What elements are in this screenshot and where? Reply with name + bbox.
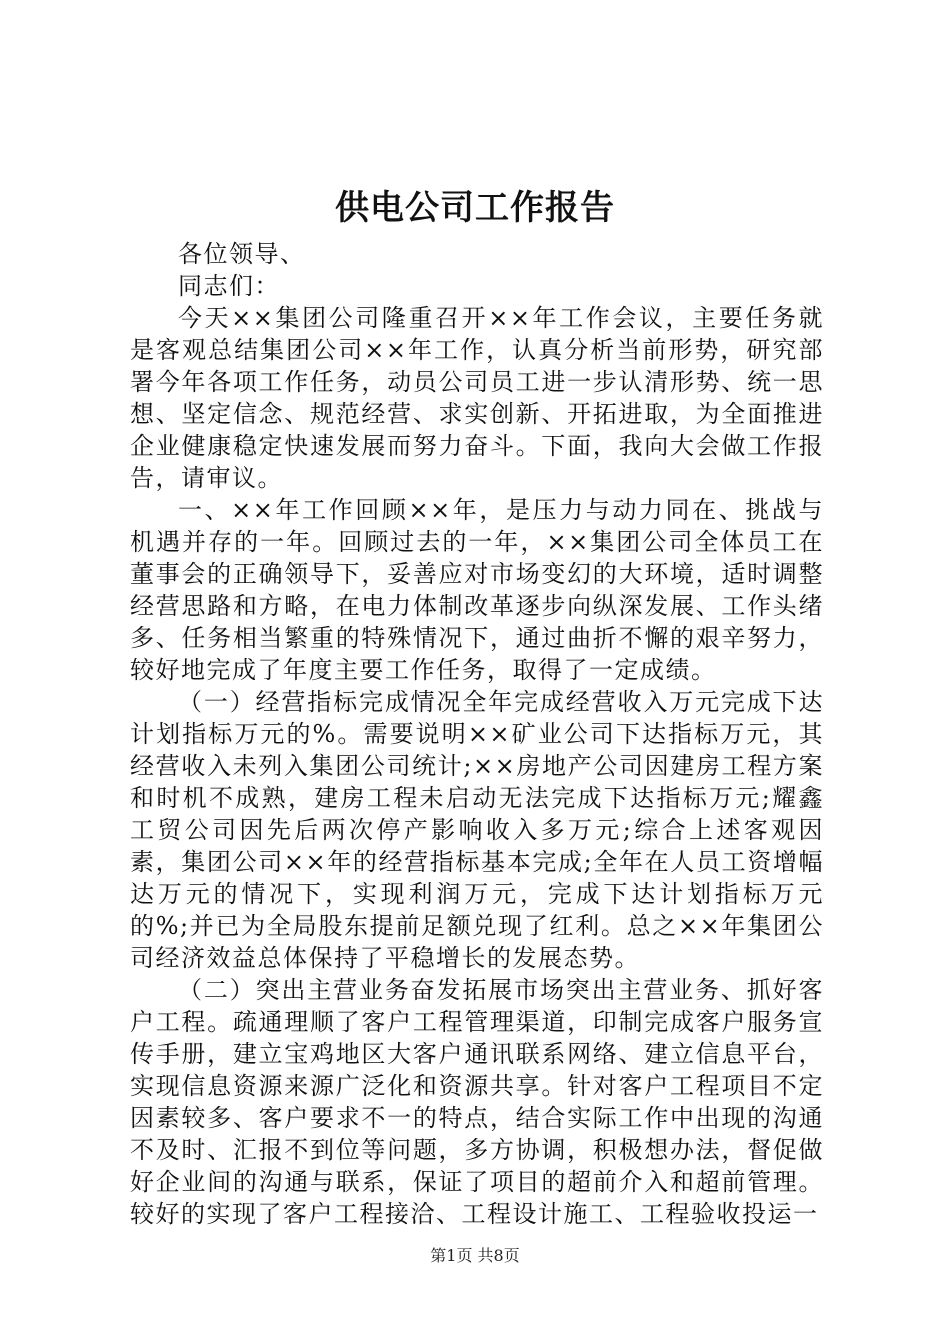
business-paragraph: （二）突出主营业务奋发拓展市场突出主营业务、抓好客户工程。疏通理顺了客户工程管理渠道，印制完成客户服务宣传手册，建立宝鸡地区大客户通讯联系网络、建立信息平台，实现信息资源来源广泛化和资源共享。针对客户工程项目不定因素较多、客户要求不一的特点，结合实际工作中出现的沟通不及时、汇报不到位等问题，多方协调，积极想办法，督促做好企业间的沟通与联系，保证了项目的超前介入和超前管理。较好的实现了客户工程接洽、工程设计施工、工程验收投运一 <box>130 976 824 1228</box>
document-body <box>130 238 824 1230</box>
page-footer: 第1页 共8页 <box>430 1246 520 1265</box>
review-paragraph: 一、××年工作回顾××年，是压力与动力同在、挑战与机遇并存的一年。回顾过去的一年，××集团公司全体员工在董事会的正确领导下，妥善应对市场变幻的大环境，适时调整经营思路和方略，在电力体制改革逐步向纵深发展、工作头绪多、任务相当繁重的特殊情况下，通过曲折不懈的艰辛努力，较好地完成了年度主要工作任务，取得了一定成绩。 <box>130 496 824 684</box>
salutation-line-1: 各位领导、 <box>178 240 306 268</box>
intro-paragraph: 今天××集团公司隆重召开××年工作会议，主要任务就是客观总结集团公司××年工作，认真分析当前形势，研究部署今年各项工作任务，动员公司员工进一步认清形势、统一思想、坚定信念、规范经营、求实创新、开拓进取，为全面推进企业健康稳定快速发展而努力奋斗。下面，我向大会做工作报告，请审议。 <box>130 304 824 492</box>
salutation-line-2: 同志们： <box>178 272 280 300</box>
indicators-paragraph: （一）经营指标完成情况全年完成经营收入万元完成下达计划指标万元的%。需要说明××矿业公司下达指标万元，其经营收入未列入集团公司统计;××房地产公司因建房工程方案和时机不成熟，建房工程未启动无法完成下达指标万元;耀鑫工贸公司因先后两次停产影响收入多万元;综合上述客观因素，集团公司××年的经营指标基本完成;全年在人员工资增幅达万元的情况下，实现利润万元，完成下达计划指标万元的%;并已为全局股东提前足额兑现了红利。总之××年集团公司经济效益总体保持了平稳增长的发展态势。 <box>130 688 824 972</box>
document-title: 供电公司工作报告 <box>335 188 615 228</box>
